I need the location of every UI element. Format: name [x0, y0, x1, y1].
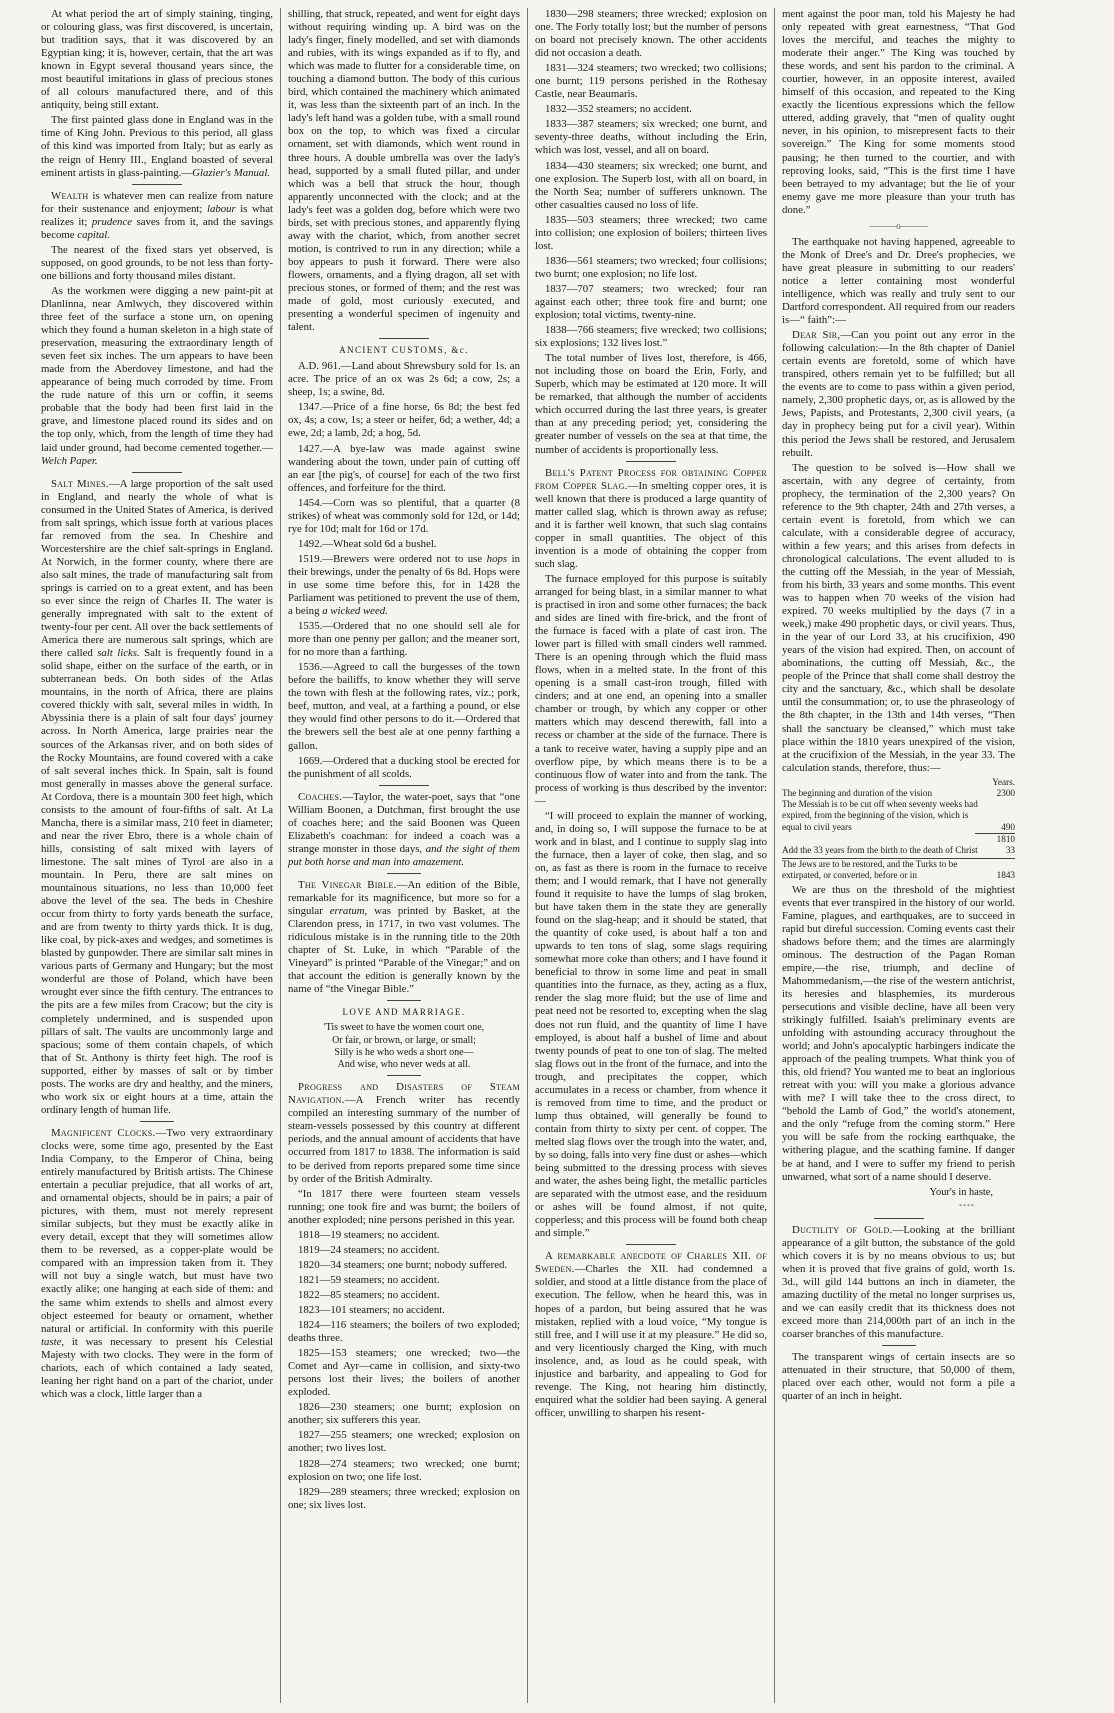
steam-year: 1828—274 steamers; two wrecked; one burnt; explosion on two; one life lost. — [288, 1457, 520, 1483]
verse-line: 'Tis sweet to have the women court one, — [323, 1022, 485, 1034]
column-4 — [775, 8, 1022, 1703]
glass-text: The first painted glass done in England was in the time of King John. Previous to this period, all glass of this kind was imported from Italy; but as early as the reign of Henry III., England boasted of several eminent artists in glass-painting.— — [41, 114, 273, 179]
bell-text-a: —In smelting copper ores, it is well known that there is produced a large quantity of matter called slag, which is thrown away as refuse; and it is farther well known, that such slag contains copper in small quantities. The object of this invention is a mode of obtaining the copper from such slag. — [535, 479, 767, 570]
verse-line: Or fair, or brown, or large, or small; — [332, 1034, 476, 1046]
coaches-heading: Coaches. — [298, 790, 343, 803]
calculation-table — [782, 777, 1015, 882]
salt-text-a: —A large proportion of the salt used in England, and nearly the whole of what is consumed in the United States of America, is derived from salt springs, which issue forth at various places far removed from the sea. In Cheshire and Worcestershire are the chief salt-springs in England. At Norwich, in the former county, where there are also salt mines, the trade of manufacturing salt from springs is carried on to a great extent, and has been so ever since the reign of Charles II. The water is generally impregnated with salt to the extent of twenty-four per cent. All over the back settlements of America there are numerous salt springs, which are there called — [41, 477, 273, 660]
custom-1519-hops: hops — [486, 552, 508, 565]
table-subtotal: 1810 — [975, 833, 1015, 845]
clocks-text-b: it was necessary to present his Celestial Majesty with two clocks. They were in the form of chariots, each of which contained a lady seated, leaning her right hand on a part of the chariot, under which was a clock, little larger than a — [41, 1335, 273, 1400]
steam-year: 1818—19 steamers; no accident. — [298, 1228, 440, 1241]
anecdote-text: —Charles the XII. had condemned a soldier, and stood at a little distance from the place of execution. The fellow, when he heard this, was in hopes of a pardon, but being assured that he was mistaken, replied with a loud voice, “My tongue is still free, and I will use it at my pleasure.” He did so, and very licentiously charged the King, with much insolence, and, as loud as he could speak, with injustice and barbarity, and appealing to God for revenge. The King, not hearing him distinctly, enquired what the soldier had been saying. A general officer, unwilling to sharpen his resent- — [535, 1263, 767, 1419]
steam-text: —A French writer has recently compiled an interesting summary of the number of steam-vessels possessed by this country at different periods, and the annual amount of accidents that have occurred from 1817 to 1838. The information is said to be derived from reports prepared some time since by order of the British Admiralty. — [288, 1094, 520, 1185]
wealth-capital: capital. — [77, 228, 110, 241]
table-row — [782, 799, 1015, 833]
dear-sir-heading: Dear Sir, — [792, 329, 841, 342]
verse-line: And wise, who never weds at all. — [337, 1059, 471, 1071]
steam-year: 1829—289 steamers; three wrecked; explosion on one; six lives lost. — [288, 1485, 520, 1511]
table-value: 1843 — [996, 870, 1015, 881]
steam-paragraph — [288, 1081, 520, 1185]
table-header: Years. — [992, 776, 1015, 787]
custom-1492: 1492.—Wheat sold 6d a bushel. — [298, 537, 437, 550]
dear-sir-text: —Can you point out any error in the following calculation:—In the 8th chapter of Daniel certain events are foretold, some of which have transpired, others remain yet to be fulfilled; but all the events are to come to pass within a given period, namely, 2,300 prophetic days, or, as is allowed by the Jews, Papists, and Protestants, 2,300 civil years, (a day in prophecy being put for a civil year). Within this period the Jews shall be restored, and Jerusalem rebuilt. — [782, 329, 1015, 459]
customs-heading: ANCIENT CUSTOMS, &c. — [339, 345, 469, 356]
column-3 — [528, 8, 775, 1703]
table-row — [782, 788, 1015, 799]
anecdote-continued: ment against the poor man, told his Majesty he had only repeated with great earnestness, “That God loves the merciful, and teaches the mighty to moderate their anger.” The King was touched by these words, and sent his pardon to the criminal. A courtier, however, in an opposite interest, availed himself of this occasion, and repeated to the King exactly the licentious expressions which the fellow uttered, adding gravely, that “men of quality ought never, in his opinion, to misrepresent facts to their sovereign.” The King for some moments stood pausing; he then turned to the courtier, and with reproving looks, said, “This is the first time I have been betrayed to my advantage; but the lie of your enemy gave me more pleasure than your truth has done.” — [782, 8, 1015, 216]
steam-year: 1832—352 steamers; no accident. — [545, 103, 692, 116]
bell-paragraph-3: “I will proceed to explain the manner of working, and, in doing so, I will suppose the furnace to be at work and in blast, and I continue to supply slag into the furnace, then a layer of coke, then slag, and so on, as fast as there is room in the furnace to receive them; and I would remark, that I have not generally found it requisite to have the lumps of slag broken, but have taken them in the state they are generally found on the slag-heap; and it should be stated, that the quantity of coke used, is about half a ton and upwards to ten tons of slag, some slags requiring somewhat more coke than others; and I have found it beneficial to throw in some lime and peat in small quantities into the furnace, as they, acting as a flux, render the slag more fluid; but the use of lime and peat need not be resorted to, excepting when the slag does not run fluid, and the quantity of lime I have employed, is about half a bushel of lime and about twenty pounds of peat to one ton of slag. The melted slag flows out in the front of the furnace, and into the trough, and precipitates the copper, which accumulates in a recess or chamber, from whence it is removed from time to time, and the product or lump thus obtained, will generally be found to contain from thirty to sixty per cent. of copper. The melted slag flows over the trough into the water, and, by so doing, falls into very fine dust or ashes—which being submitted to the dressing process with sieves and water, the ashes being light, the metallic particles are separated with the utmost ease, and the residuum or ashes will be found almost, if not quite, copperless; and this process will be found both cheap and simple.” — [535, 809, 767, 1240]
steam-year: 1826—230 steamers; one burnt; explosion on another; six sufferers this year. — [288, 1401, 520, 1427]
steam-year: 1820—34 steamers; one burnt; nobody suffered. — [298, 1258, 508, 1271]
custom-1427: 1427.—A bye-law was made against swine wandering about the town, under pain of cutting off an ear [the pig's, of course] for each of the two first offences, and forfeiture for the third. — [288, 442, 520, 494]
gold-paragraph — [782, 1224, 1015, 1341]
urn-paragraph — [41, 285, 273, 468]
steam-year: 1830—298 steamers; three wrecked; explosion on one. The Forly totally lost; but the number of persons on board not precisely known. The other accidents did not occasion a death. — [535, 8, 767, 60]
wealth-text-a: is whatever men can realize from nature for their sustenance and enjoyment; — [41, 189, 273, 215]
separator-rule — [387, 873, 421, 874]
vinegar-text-b: was printed by Basket, at the Clarendon press, in 1717, in two vast volumes. The ridiculous mistake is in the running title to the 20th chapter of St. Luke, in which “Parable of the Vineyard” is printed “Parable of the Vinegar;” and on that account the edition is generally known by the name of “the Vinegar Bible.” — [288, 905, 521, 996]
steam-year: 1837—707 steamers; two wrecked; four ran against each other; three took fire and burnt; one explosion; total victims, twenty-nine. — [535, 282, 767, 322]
coaches-paragraph — [288, 791, 520, 869]
table-label: The beginning and duration of the vision — [782, 787, 933, 798]
steam-total: The total number of lives lost, therefore, is 466, not including those on board the Erin, Forly, and Superb, which may be estimated at 120 more. It will be remarked, that although the number of accidents which occurred during the last three years, is greater than at any preceding period; yet, considering the greater number of vessels on the sea at that time, the number of accidents is proportionally less. — [535, 352, 767, 456]
steam-year: 1819—24 steamers; no accident. — [298, 1243, 440, 1256]
salt-licks: salt licks. — [97, 647, 140, 660]
steam-year: 1822—85 steamers; no accident. — [298, 1288, 440, 1301]
coaches-italic: and the sight of them put both horse and man into amazement. — [288, 842, 520, 868]
steam-heading: Progress and Disasters of Steam Navigation. — [288, 1081, 520, 1107]
separator-rule — [626, 461, 676, 462]
table-row — [782, 858, 1015, 881]
earthquake-paragraph: The earthquake not having happened, agreeable to the Monk of Dree's and Dr. Dree's prophecies, we have great pleasure in submitting to our readers' notice a letter containing most wonderful intelligence, which was really and truly sent to our Dartford correspondent. All required from our readers is—“ faith”:— — [782, 235, 1015, 327]
wealth-text-b: is what realizes it; — [41, 202, 273, 228]
table-label: The Messiah is to be cut off when seventy weeks had expired, from the beginning of the vision, which is equal to civil years — [782, 799, 978, 832]
vinegar-erratum: erratum, — [329, 905, 368, 918]
separator-rule — [379, 785, 429, 786]
wealth-labour: labour — [206, 202, 236, 215]
bell-heading: Bell's Patent Process for obtaining Copper from Copper Slag. — [535, 466, 767, 492]
vinegar-text-a: —An edition of the Bible, remarkable for its magnificence, but more so for a singular — [288, 878, 520, 918]
bell-paragraph-2: The furnace employed for this purpose is suitably arranged for being blast, in a similar manner to what is practised in iron and some other furnaces; the back and sides are lined with fire-brick, and the front of the furnace is faced with a plate of cast iron. The lower part is filled with small cinders well rammed. There is an opening through which the fluid mass flows, when in a melted state. In the front of this opening is a small cast-iron trough, filled with cinders; and at one end, an opening into a smaller chamber or trough, by which any copper or other matters which may descend therewith, fall into a recess or chamber at the side of the furnace. There is a tank to receive water, having a supply pipe and an overflow pipe, by which means there is to be a continuous flow of water into and from the tank. The process of working is thus described by the inventor:— — [535, 572, 767, 807]
custom-1519 — [288, 553, 520, 618]
ornament-glyph: o — [896, 220, 901, 231]
separator-rule — [379, 338, 429, 339]
custom-1519-a: 1519.—Brewers were ordered not to use — [298, 552, 487, 565]
salt-heading: Salt Mines. — [51, 477, 109, 490]
custom-1669: 1669.—Ordered that a ducking stool be erected for the punishment of all scolds. — [288, 754, 520, 780]
dear-sir-paragraph — [782, 329, 1015, 459]
clocks-continued: shilling, that struck, repeated, and went for eight days without requiring winding up. A bird was on the lady's finger, finely modelled, and set with diamonds and rubies, with its wings expanded as if to fly, and which was made to flutter for a considerable time, on touching a diamond button. The body of this curious bird, which contained the machinery which animated it, was less than the sixteenth part of an inch. In the lady's left hand was a golden tube, with a small round box on the top, to which was fixed a circular ornament, set with diamonds, which went round in three hours. A double umbrella was over the lady's head, supported by a small fluted pillar, and under which was a bell that struck the hour, though apparently unconnected with the clock; and at the lady's feet was a golden dog, before which were two birds, set with precious stones, and apparently flying away with the chariot, which, from another secret motion, is contrived to run in any direction; while a boy appears to push it forward. There were also flowers, ornaments, and a flying dragon, all set with precious stones, or formed of them; and the rest was made of gold, most curiously executed, and presenting a wonderful specimen of ingenuity and talent. — [288, 8, 520, 334]
verse-line: Silly is he who weds a short one— — [334, 1046, 474, 1058]
table-label: Add the 33 years from the birth to the death of Christ — [782, 844, 978, 855]
table-label: The Jews are to be restored, and the Turks to be extirpated, or converted, before or in — [782, 859, 958, 881]
separator-rule — [626, 1244, 676, 1245]
signature-mark: **** — [959, 1203, 975, 1210]
custom-1519-weed: a wicked weed. — [322, 605, 388, 618]
ornament-divider: ———o——— — [869, 220, 928, 231]
separator-rule — [387, 1075, 421, 1076]
coaches-text: —Taylor, the water-poet, says that “one William Boonen, a Dutchman, first brought the use of coaches here; and the said Boonen was Queen Elizabeth's coachman: for indeed a coach was a strange monster in those days, — [288, 790, 520, 855]
threshold-paragraph: We are thus on the threshold of the mightiest events that ever transpired in the history of our world. Famine, plagues, and earthquakes, are to succeed in rapid but direful succession. Coming events cast their shadows before them; and the times are alarmingly ominous. The destruction of the Pagan Roman empire,—the rise, triumph, and decline of Mahommedanism,—the rise of the western antichrist, its heresies and blasphemies, its murderous persecutions and visible decline, have all been very strikingly fulfilled. Isaiah's preliminary events are unfolding with astounding accuracy throughout the world; and John's apocalyptic harbingers indicate the approach of the pealing trumpets. What think you of this, old friend? You wanted me to beat an inglorious retreat with you: will you make a glorious advance with me? I will take thee to the cross direct, to “behold the Lamb of God,” the world's atonement, and the only “refuge from the coming storm.” Here you will be safe from the rocking earthquake, the withering plague, and the scathing famine. If danger be at hand, and I were to suffer my friend to perish unwarned, what sort of a name should I deserve. — [782, 883, 1015, 1183]
separator-rule — [132, 472, 182, 473]
clocks-taste: taste, — [41, 1335, 65, 1348]
glass-citation: Glazier's Manual. — [192, 166, 271, 179]
column-1 — [34, 8, 281, 1703]
separator-rule — [882, 1345, 916, 1346]
table-value: 2300 — [996, 787, 1015, 798]
dear-sir-paragraph-2: The question to be solved is—How shall we ascertain, with any degree of certainty, from prophecy, the termination of the 2,300 years? On reference to the 9th chapter, 24th and 27th verses, a certain event is foretold, from which we can calculate, with a considerable degree of accuracy, within a few years; and this arises from defects in chronological calculations. The event alluded to is the cutting off the Messiah, in the year of Messiah, from his birth, 33 years and some months. This event was to happen when 70 weeks of the vision had expired. 70 weeks multiplied by the days (7 in a week,) make 490 prophetic days, or civil years. Thus, in the year of our Lord 33, at his crucifixion, 490 years of the vision had expired. Then, on account of abominations, the cutting off Messiah, &c., the people of the Prince that shall come shall destroy the city and the sanctuary, &c., which shall be desolate until the consummation; or, to use the phraseology of the 8th chapter, in the 13th and 14th verses, “Then shall the sanctuary be cleansed,” which must take place within the 1810 years unexpired of the vision, at the crucifixion of the Messiah, in the year 33. The calculation stands, therefore, thus:— — [782, 461, 1015, 774]
signoff: Your's in haste, — [929, 1186, 993, 1198]
separator-rule — [140, 1121, 174, 1122]
steam-year: 1825—153 steamers; one wrecked; two—the Comet and Ayr—came in collision, and sixty-two persons lost their lives; the boilers of another exploded. — [288, 1347, 520, 1399]
vinegar-heading: The Vinegar Bible. — [298, 878, 397, 891]
salt-text-b: Salt is frequently found in a solid shape, either on the surface of the earth, or in subterranean beds. On both sides of the Atlas mountains, in the north of Africa, there are plains covered thickly with salt, several miles in width. In Abyssinia there is a plain of salt four days' journey across. In North America, large prairies near the sources of the Arkansas river, and on both sides of the Rocky Mountains, are found covered with a cake of salt several inches thick. In Spain, salt is found most generally in masses above the general surface. At Cordova, there is a mountain 300 feet high, which consists to the amount of four-fifths of salt. At La Mancha, there is a similar mass, 210 feet in diameter; and near the river Ebro, there is a whole chain of hills, consisting of salt mixed with layers of limestone. The salt mines of Tyrol are also in a mountain. In Peru, there are salt mines on mountainous situations, no less than 10,000 feet above the level of the sea. The beds in Cheshire occur from thirty to forty yards beneath the surface, and are from twenty to thirty yards thick. It is dug, like coal, by pick-axes and wedges, and sometimes is blasted by gunpowder. There are similar salt mines in various parts of Germany and Hungary; but the most wonderful are those of Poland, which have been wrought ever since the fifth century. The entrances to the pits are a few miles from Cracow; but the city is completely undermined, and is suspended upon pillars of salt. The vaults are uncommonly large and spacious; some of them contain chapels, of which that of St. Anthony is thirty feet high. The roof is supported, either by masses of salt or by timber posts. The works are dry and healthy, and the miners, who work six or eight hours at a time, attain the ordinary length of human life. — [41, 647, 273, 1116]
table-value: 33 — [1005, 844, 1015, 855]
separator-rule — [387, 1000, 421, 1001]
vinegar-paragraph — [288, 879, 520, 996]
steam-year: 1821—59 steamers; no accident. — [298, 1273, 440, 1286]
wealth-text-c: saves from it, and the savings become — [41, 215, 273, 241]
steam-year: 1831—324 steamers; two wrecked; two collisions; one burnt; 119 persons perished in the Rothesay Castle, near Beaumaris. — [535, 62, 767, 101]
steam-year: 1834—430 steamers; six wrecked; one burnt, and one explosion. The Superb lost, with all on board, in the North Sea; number of sufferers unknown. The other casualties caused no loss of life. — [535, 159, 767, 211]
separator-rule — [132, 184, 182, 185]
anecdote-paragraph — [535, 1250, 767, 1420]
steam-year: 1838—766 steamers; five wrecked; two collisions; six explosions; 132 lives lost.” — [535, 324, 767, 350]
steam-year: 1827—255 steamers; one wrecked; explosion on another; two lives lost. — [288, 1429, 520, 1455]
gold-text: —Looking at the brilliant appearance of a gilt button, the substance of the gold which covers it is by no means obvious to us; but when it is proved that five grains of gold, worth 1s. 3d., will gild 144 buttons an inch in diameter, the amazing ductility of the metal no longer surprises us, and we can easily credit that its thickness does not exceed more than 214,000th part of an inch in the coarser branches of this manufacture. — [782, 1223, 1016, 1341]
table-row — [782, 845, 1015, 856]
custom-1536: 1536.—Agreed to call the burgesses of the town before the bailiffs, to know whether they will serve the town with flesh at the following rates, viz.; pork, beef, mutton, and veal, at a farthing a pound, or else they would find other persons to do it.—Ordered that the brewers sell the best ale at one penny farthing a gallon. — [288, 661, 520, 752]
bell-paragraph — [535, 467, 767, 571]
wealth-paragraph — [41, 190, 273, 242]
custom-1535: 1535.—Ordered that no one should sell ale for more than one penny per gallon; and the meaner sort, for no more than a farthing. — [288, 620, 520, 659]
urn-citation: Welch Paper. — [41, 454, 98, 467]
gold-heading: Ductility of Gold. — [792, 1223, 893, 1236]
clocks-paragraph — [41, 1127, 273, 1401]
clocks-heading: Magnificent Clocks. — [51, 1126, 156, 1139]
glass-paragraph-2 — [41, 114, 273, 179]
steam-1817: “In 1817 there were fourteen steam vessels running; one took fire and was burnt; the boilers of another exploded; nine persons perished in this year. — [288, 1187, 520, 1226]
custom-1519-b: in their brewings, under the penalty of 6s 8d. Hops were in use some time before this, for in 1428 the Parliament was petitioned to prevent the use of them, a being — [288, 552, 520, 618]
wealth-heading: Wealth — [51, 189, 89, 202]
urn-text: As the workmen were digging a new paint-pit at Dlanlinna, near Amlwych, they discovered within three feet of the surface a stone urn, on opening which they found a human skeleton in a high state of preservation, measuring the extraordinary length of seven feet six inches. The urn appears to have been made from the Aberdovey limestone, and had the appearance of being much corroded by time. From the rude nature of this urn or coffin, it seems probable that the body had been first laid in the grave, and limestone placed round its sides and on the top only, which, from the length of time they had laid under ground, had become cemented together.— — [41, 284, 273, 454]
wealth-prudence: prudence — [91, 215, 133, 228]
steam-year: 1823—101 steamers; no accident. — [298, 1303, 445, 1316]
table-value: 490 — [1001, 821, 1015, 832]
columns — [34, 8, 1088, 1703]
salt-paragraph — [41, 478, 273, 1117]
steam-year: 1824—116 steamers; the boilers of two exploded; deaths three. — [288, 1319, 520, 1345]
steam-year: 1835—503 steamers; three wrecked; two came into collision; one explosion of boilers; thirteen lives lost. — [535, 213, 767, 252]
separator-rule — [874, 1218, 924, 1219]
custom-1347: 1347.—Price of a fine horse, 6s 8d; the best fed ox, 4s; a cow, 1s; a steer or heifer, 6d; a wether, 4d; a ewe, 2d; a lamb, 2d; a hog, 5d. — [288, 401, 520, 440]
anecdote-heading: A remarkable anecdote of Charles XII. of Sweden. — [535, 1250, 767, 1276]
column-2 — [281, 8, 528, 1703]
steam-year: 1836—561 steamers; two wrecked; four collisions; two burnt; one explosion; no life lost. — [535, 254, 767, 280]
steam-year: 1833—387 steamers; six wrecked; one burnt, and seventy-three deaths, without including the Erin, which was lost, vessel, and all on board. — [535, 118, 767, 157]
wings-paragraph: The transparent wings of certain insects are so attenuated in their structure, that 50,000 of them, placed over each other, would not form a pile a quarter of an inch in height. — [782, 1351, 1015, 1403]
love-heading: LOVE AND MARRIAGE. — [342, 1007, 466, 1018]
stars-paragraph: The nearest of the fixed stars yet observed, is supposed, on good grounds, to be not less than forty-one billions and forty thousand miles distant. — [41, 243, 273, 282]
custom-961: A.D. 961.—Land about Shrewsbury sold for 1s. an acre. The price of an ox was 2s 6d; a cow, 2s; a sheep, 1s; a swine, 8d. — [288, 360, 520, 399]
glass-paragraph-1: At what period the art of simply staining, tinging, or colouring glass, was first discovered, is uncertain, but tradition says, that it was discovered by an Egyptian king; it is, however, certain, that the art was known in Egypt several thousand years since, the most beautiful imitations in glass of precious stones of all colours manufactured there, and of this antiquity, being still extant. — [41, 8, 273, 112]
custom-1454: 1454.—Corn was so plentiful, that a quarter (8 strikes) of wheat was commonly sold for 12d, or 14d; rye for 10d; malt for 16d or 17d. — [288, 496, 520, 535]
clocks-text-a: —Two very extraordinary clocks were, some time ago, presented by the East India Company, to the Emperor of China, being entirely manufactured by British artists. The Chinese entertain a peculiar prejudice, that all works of art, and ornamental objects, should be in pairs; a pair of pictures, with them, must not merely represent similar subjects, but they must be exactly alike in every detail, except that they will sometimes allow them to be reversed, as a copper-plate would be compared with an impression taken from it. They will not buy a single watch, but must have two exactly alike; one hanging at each side of them: and the same whim extends to shells and almost every object esteemed for beauty or ornament, whether natural or artificial. In conformity with this puerile — [41, 1126, 273, 1335]
